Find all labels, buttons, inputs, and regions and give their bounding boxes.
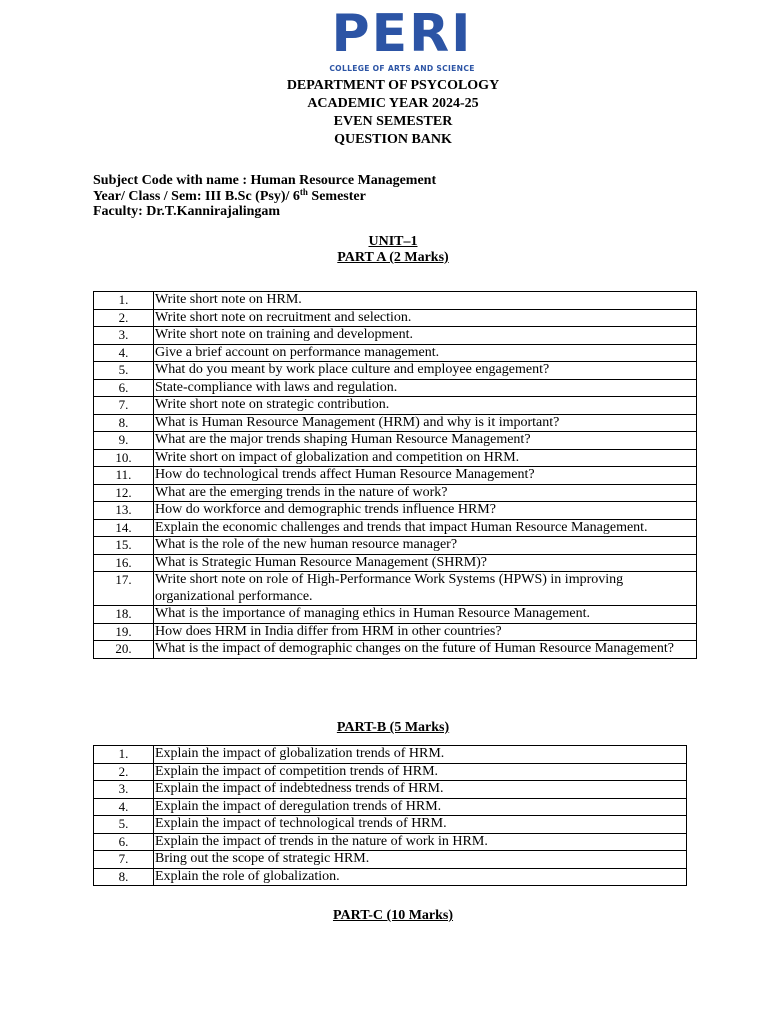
question-number: 7. [94,851,154,869]
question-text: What is the role of the new human resource manager? [154,537,697,555]
table-row [94,868,687,886]
logo-subtitle: COLLEGE OF ARTS AND SCIENCE [329,64,475,73]
question-number: 2. [94,309,154,327]
document-title: QUESTION BANK [334,132,452,147]
question-number: 8. [94,868,154,886]
course-meta [93,173,436,220]
question-text: Write short on impact of globalization and competition on HRM. [154,449,697,467]
question-text: Explain the impact of technological trends of HRM. [154,816,687,834]
question-number: 19. [94,623,154,641]
table-row [94,781,687,799]
table-row [94,502,697,520]
logo-wordmark: PERI [331,4,473,64]
table-row [94,519,697,537]
table-row [94,397,697,415]
department-name: DEPARTMENT OF PSYCOLOGY [286,78,500,93]
table-row [94,763,687,781]
table-row [94,572,697,606]
table-row [94,623,697,641]
question-text: What is the impact of demographic changes on the future of Human Resource Management? [154,641,697,659]
table-row [94,816,687,834]
question-number: 7. [94,397,154,415]
question-text: Write short note on training and development. [154,327,697,345]
question-text: Explain the impact of deregulation trends of HRM. [154,798,687,816]
question-number: 9. [94,432,154,450]
question-text: What is Strategic Human Resource Management (SHRM)? [154,554,697,572]
question-text: How do technological trends affect Human Resource Management? [154,467,697,485]
question-number: 15. [94,537,154,555]
table-row [94,851,687,869]
question-text: How does HRM in India differ from HRM in other countries? [154,623,697,641]
question-number: 8. [94,414,154,432]
question-text: Explain the economic challenges and trends that impact Human Resource Management. [154,519,697,537]
table-row [94,641,697,659]
table-row [94,344,697,362]
unit-heading: UNIT–1 [368,234,418,249]
question-text: Explain the impact of indebtedness trends of HRM. [154,781,687,799]
question-number: 18. [94,606,154,624]
part-a-table [93,291,697,659]
question-text: What is Human Resource Management (HRM) and why is it important? [154,414,697,432]
question-number: 3. [94,781,154,799]
table-row [94,432,697,450]
question-text: Explain the role of globalization. [154,868,687,886]
table-row [94,833,687,851]
faculty-line: Faculty: Dr.T.Kannirajalingam [93,204,281,219]
question-number: 13. [94,502,154,520]
table-row [94,379,697,397]
question-text: Write short note on HRM. [154,292,697,310]
question-number: 20. [94,641,154,659]
year-line: Year/ Class / Sem: III B.Sc (Psy)/ 6th Semester [93,186,366,204]
subject-line: Subject Code with name : Human Resource Management [93,173,437,188]
table-row [94,449,697,467]
question-text: Bring out the scope of strategic HRM. [154,851,687,869]
question-text: Explain the impact of globalization trends of HRM. [154,746,687,764]
question-number: 14. [94,519,154,537]
table-row [94,414,697,432]
question-number: 10. [94,449,154,467]
table-row [94,309,697,327]
table-row [94,537,697,555]
question-text: What is the importance of managing ethics in Human Resource Management. [154,606,697,624]
question-number: 12. [94,484,154,502]
college-logo [314,4,490,74]
table-row [94,798,687,816]
question-number: 5. [94,362,154,380]
academic-year: ACADEMIC YEAR 2024-25 [307,96,479,111]
question-text: What are the major trends shaping Human Resource Management? [154,432,697,450]
question-number: 2. [94,763,154,781]
semester-label: EVEN SEMESTER [333,114,453,129]
table-row [94,327,697,345]
table-row [94,746,687,764]
question-number: 1. [94,292,154,310]
table-row [94,362,697,380]
question-number: 11. [94,467,154,485]
document-header [0,77,768,149]
part-a-heading: PART A (2 Marks) [337,250,449,265]
question-number: 6. [94,379,154,397]
part-c-heading: PART-C (10 Marks) [332,908,454,923]
question-text: Write short note on role of High-Performance Work Systems (HPWS) in improving organizational performance. [154,572,697,606]
question-number: 5. [94,816,154,834]
table-row [94,484,697,502]
question-text: What are the emerging trends in the nature of work? [154,484,697,502]
question-text: Explain the impact of competition trends of HRM. [154,763,687,781]
question-number: 3. [94,327,154,345]
question-text: What do you meant by work place culture and employee engagement? [154,362,697,380]
table-row [94,292,697,310]
question-text: Explain the impact of trends in the nature of work in HRM. [154,833,687,851]
question-text: Write short note on strategic contribution. [154,397,697,415]
part-b-heading: PART-B (5 Marks) [336,720,450,735]
table-row [94,554,697,572]
question-text: Write short note on recruitment and selection. [154,309,697,327]
question-number: 4. [94,344,154,362]
question-text: Give a brief account on performance management. [154,344,697,362]
question-number: 6. [94,833,154,851]
question-number: 16. [94,554,154,572]
question-number: 1. [94,746,154,764]
question-text: How do workforce and demographic trends influence HRM? [154,502,697,520]
table-row [94,467,697,485]
part-b-table [93,745,687,886]
question-text: State-compliance with laws and regulation. [154,379,697,397]
table-row [94,606,697,624]
question-number: 4. [94,798,154,816]
question-number: 17. [94,572,154,606]
